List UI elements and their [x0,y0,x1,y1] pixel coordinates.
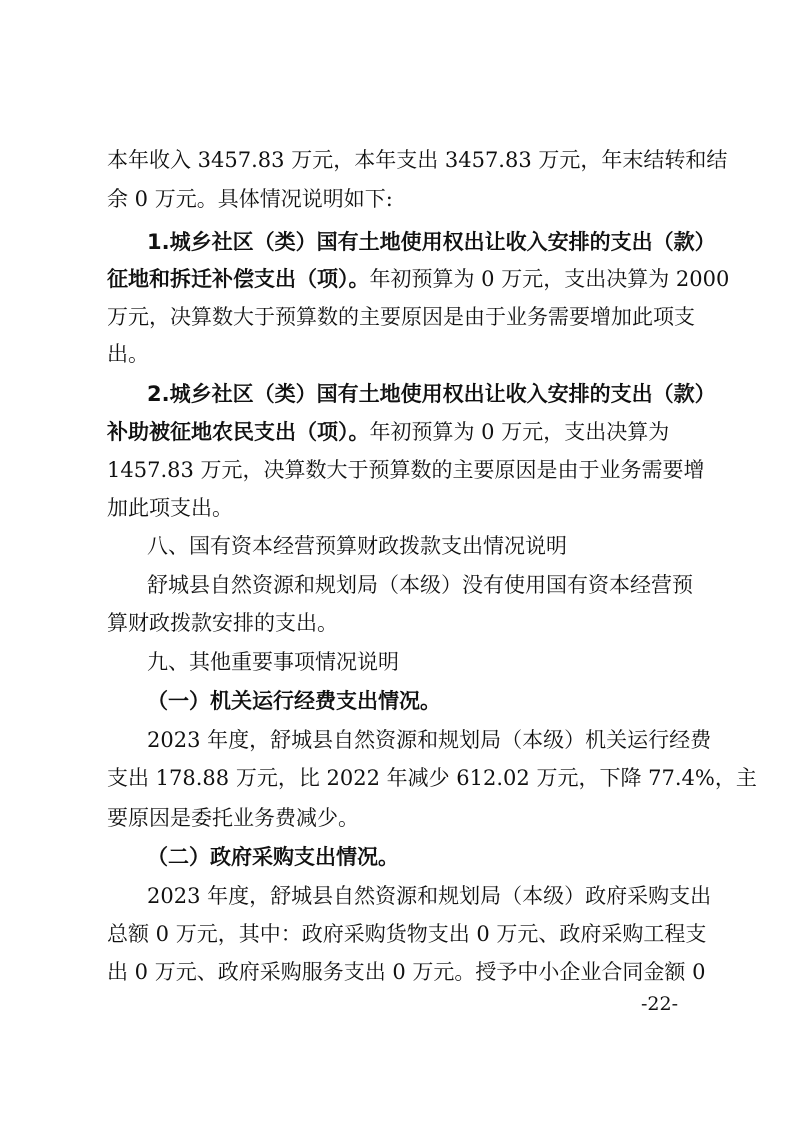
section8-line-1: 舒城县自然资源和规划局（本级）没有使用国有资本经营预 [147,573,693,597]
intro-line-1: 本年收入 3457.83 万元，本年支出 3457.83 万元，年末结转和结 [107,148,728,172]
intro-line-2: 余 0 万元。具体情况说明如下: [107,187,393,211]
section9-sub2-line-2: 总额 0 万元，其中：政府采购货物支出 0 万元、政府采购工程支 [107,922,707,946]
item1-text-line-2: 年初预算为 0 万元，支出决算为 2000 [369,267,730,291]
item1-line-4: 出。 [107,342,149,366]
item1-line-2 [107,264,730,294]
section9-heading: 九、其他重要事项情况说明 [147,650,399,674]
item2-title-line-2: 补助被征地农民支出（项）。 [107,420,370,444]
item1-title-line-2: 征地和拆迁补偿支出（项）。 [107,267,370,291]
section9-sub2-line-1: 2023 年度，舒城县自然资源和规划局（本级）政府采购支出 [147,884,712,908]
section9-sub2-line-3: 出 0 万元、政府采购服务支出 0 万元。授予中小企业合同金额 0 [107,960,706,984]
section9-sub1-heading: （一）机关运行经费支出情况。 [147,689,441,713]
section9-sub2-heading: （二）政府采购支出情况。 [147,845,399,869]
item1-title-line-1: 1.城乡社区（类）国有土地使用权出让收入安排的支出（款） [147,230,716,254]
item2-text-line-2: 年初预算为 0 万元，支出决算为 [369,420,670,444]
page-number: -22- [641,993,679,1015]
item1-line-3: 万元，决算数大于预算数的主要原因是由于业务需要增加此项支 [107,305,695,329]
section9-sub1-line-1: 2023 年度，舒城县自然资源和规划局（本级）机关运行经费 [147,728,712,752]
item2-line-3: 1457.83 万元，决算数大于预算数的主要原因是由于业务需要增 [107,458,705,482]
section8-line-2: 算财政拨款安排的支出。 [107,611,338,635]
item2-title-line-1: 2.城乡社区（类）国有土地使用权出让收入安排的支出（款） [147,382,716,406]
section8-heading: 八、国有资本经营预算财政拨款支出情况说明 [147,534,567,558]
section9-sub1-line-2: 支出 178.88 万元，比 2022 年减少 612.02 万元，下降 77.4%，主 [107,766,757,790]
item2-line-4: 加此项支出。 [107,496,233,520]
section9-sub1-line-3: 要原因是委托业务费减少。 [107,806,359,830]
item2-line-2 [107,417,692,447]
